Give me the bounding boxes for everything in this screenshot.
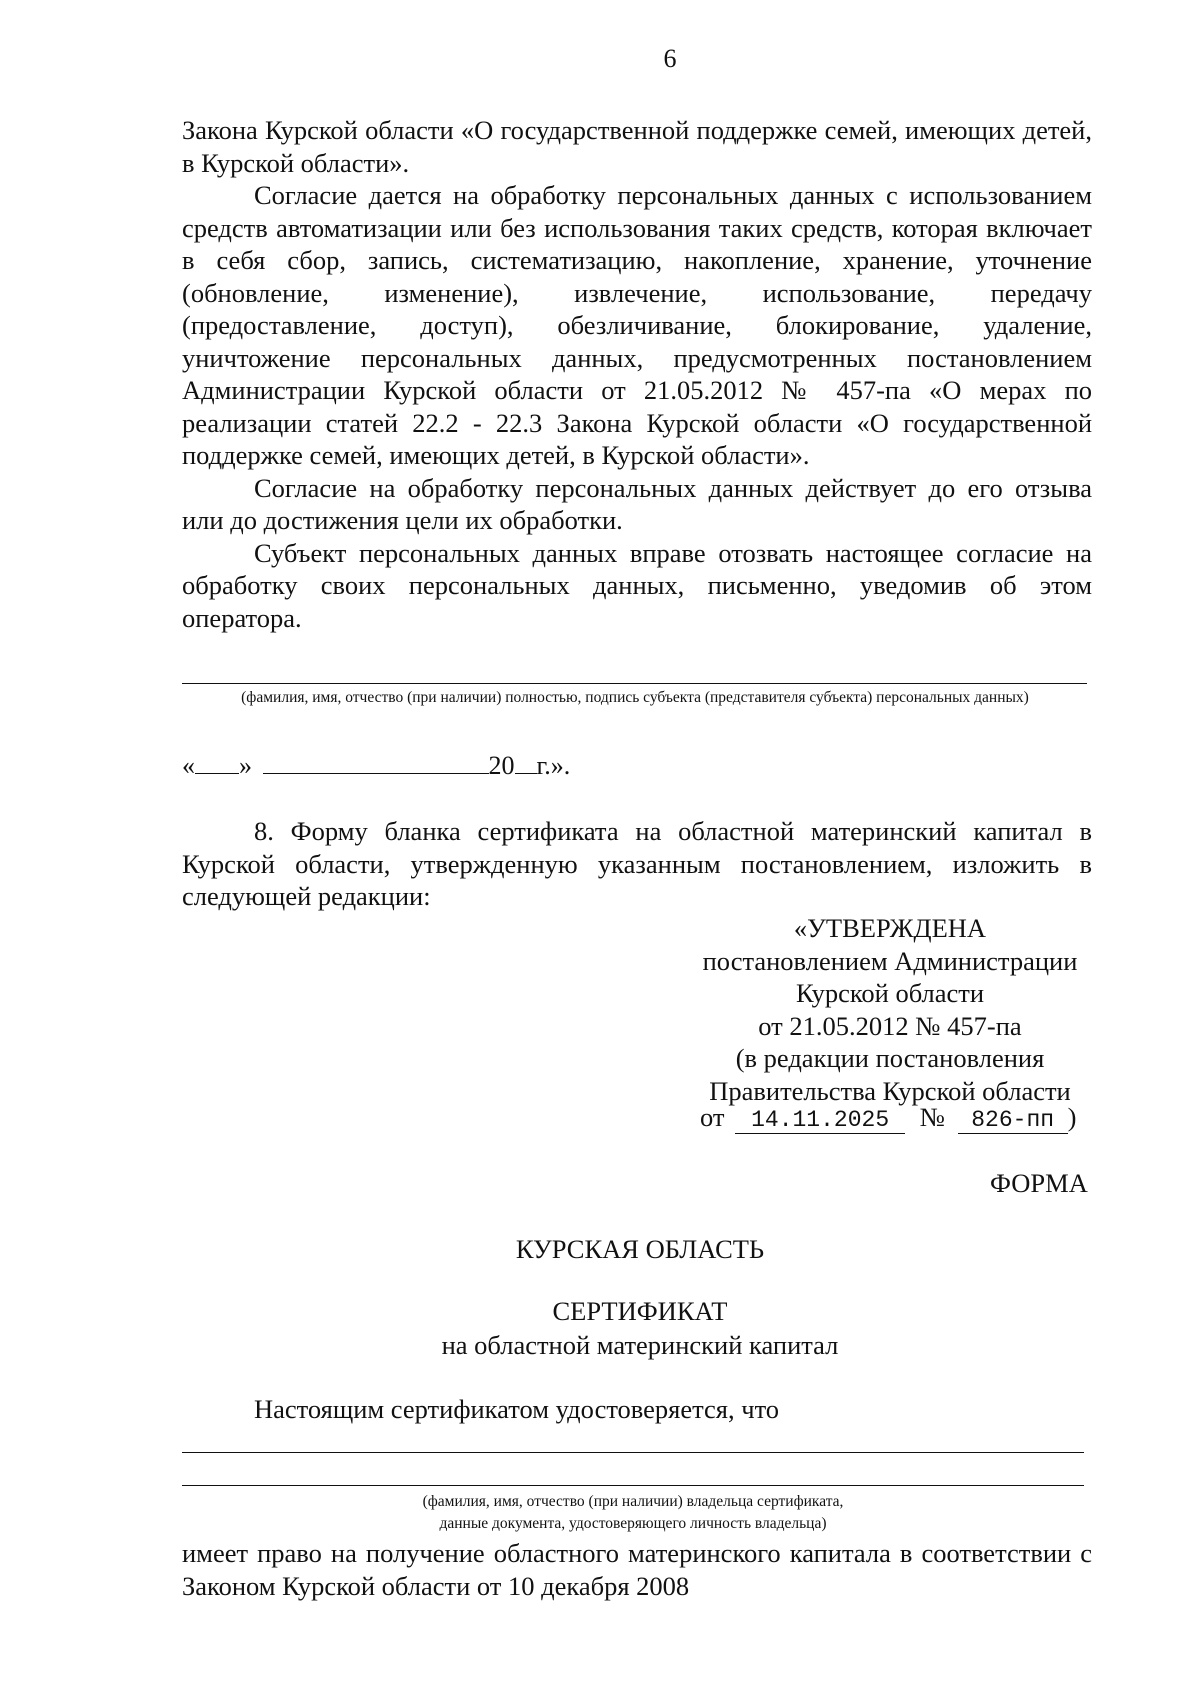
certificate-subtitle: на областной материнский капитал: [441, 1330, 839, 1360]
holder-line-2: [182, 1485, 1084, 1486]
holder-caption-line-2: данные документа, удостоверяющего личность владельца): [439, 1515, 827, 1532]
paragraph-consent-validity: Согласие на обработку персональных данных действует до его отзыва или до достижения цели их обработки.: [182, 472, 1092, 535]
approval-number-sign: №: [919, 1102, 946, 1132]
holder-line-1: [182, 1452, 1084, 1453]
rights-block: [182, 1537, 1092, 1602]
date-close-quote: »: [239, 751, 252, 780]
approval-line-5: (в редакции постановления: [735, 1043, 1045, 1073]
approval-stamp: [690, 912, 1090, 1107]
signature-caption: (фамилия, имя, отчество (при наличии) полностью, подпись субъекта (представителя субъекта) персональных данных): [241, 689, 1029, 706]
page-number: 6: [663, 44, 677, 73]
year-suffix: г.».: [536, 751, 571, 780]
consent-text-block: [182, 114, 1092, 634]
date-line: [182, 751, 570, 781]
approval-date-prefix: от: [700, 1102, 725, 1132]
certificate-title: СЕРТИФИКАТ: [552, 1296, 728, 1326]
signature-line: [182, 683, 1087, 684]
region-title: КУРСКАЯ ОБЛАСТЬ: [515, 1234, 765, 1264]
approval-date-line: [700, 1102, 1076, 1134]
day-blank: [195, 753, 239, 774]
paragraph-consent-scope: Согласие дается на обработку персональных данных с использованием средств автоматизации или без использования таких средств, которая включает в себя сбор, запись, систематизацию, накопление, хранение, уточнение (обновление, изменение), извлечение, использование, передачу (предоставление, доступ), обезличивание, блокирование, удаление, уничтожение персональных данных, предусмотренных постановлением Администрации Курской области от 21.05.2012 № 457-па «О мерах по реализации статей 22.2 - 22.3 Закона Курской области «О государственной поддержке семей, имеющих детей, в Курской области».: [182, 180, 1092, 470]
item-8-text: 8. Форму бланка сертификата на областной материнский капитал в Курской области, утвержденную указанным постановлением, изложить в следующей редакции:: [182, 816, 1092, 911]
date-open-quote: «: [182, 751, 195, 780]
approval-line-2: постановлением Администрации: [702, 945, 1078, 976]
year-prefix: 20: [488, 751, 515, 780]
holder-caption-line-1: (фамилия, имя, отчество (при наличии) владельца сертификата,: [422, 1493, 844, 1510]
form-label: ФОРМА: [990, 1168, 1088, 1198]
approval-line-6: Правительства Курской области: [709, 1075, 1071, 1106]
approval-line-3: Курской области: [795, 978, 985, 1008]
certificate-intro: Настоящим сертификатом удостоверяется, что: [254, 1394, 780, 1424]
year-blank: [515, 753, 537, 774]
paragraph-consent-revocation: Субъект персональных данных вправе отозвать настоящее согласие на обработку своих персональных данных, письменно, уведомив об этом оператора.: [182, 537, 1092, 633]
approval-date-value: 14.11.2025: [735, 1107, 905, 1134]
holder-caption: [182, 1491, 1084, 1535]
month-blank: [263, 753, 489, 774]
item-8-block: [182, 815, 1092, 913]
rights-text: имеет право на получение областного материнского капитала в соответствии с Законом Курской области от 10 декабря 2008: [182, 1538, 1092, 1601]
approval-number-value: 826-пп: [958, 1107, 1068, 1134]
paragraph-law-title-end: Закона Курской области «О государственной поддержке семей, имеющих детей, в Курской области».: [182, 115, 1092, 178]
approval-line-1: «УТВЕРЖДЕНА: [793, 913, 987, 943]
approval-close-paren: ): [1067, 1102, 1077, 1132]
approval-line-4: от 21.05.2012 № 457-па: [758, 1010, 1022, 1041]
